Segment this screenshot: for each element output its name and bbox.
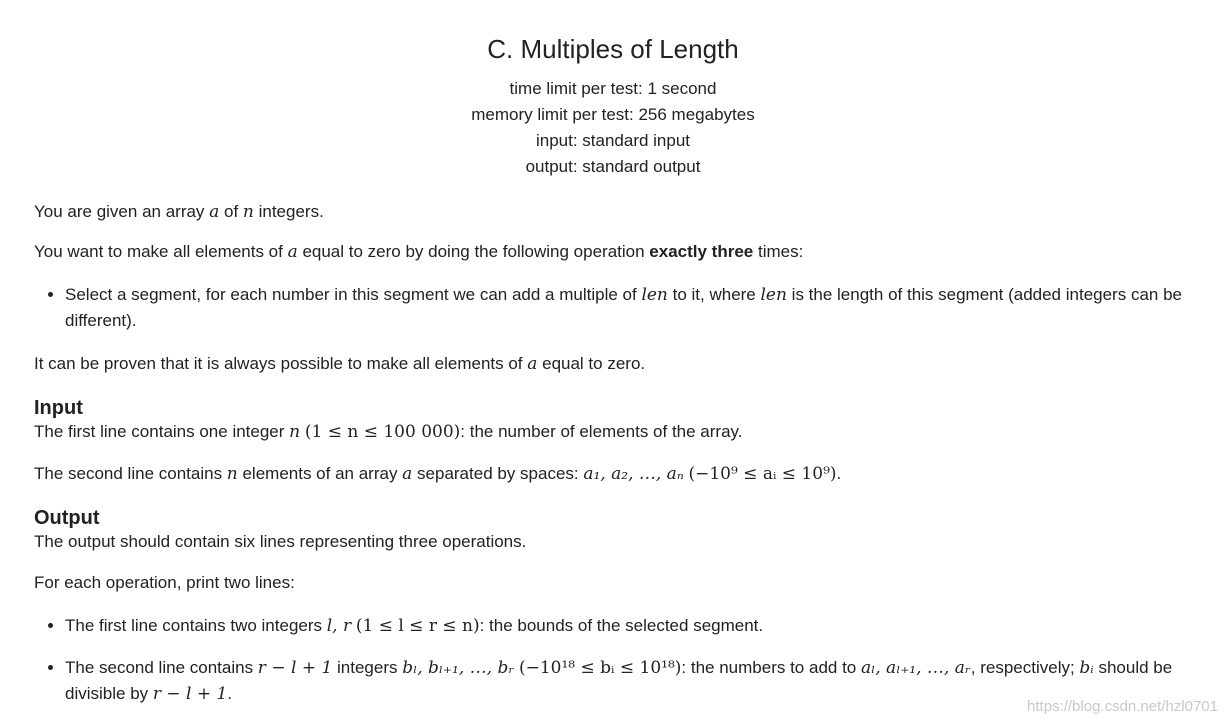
math-var: a — [287, 242, 298, 262]
output-heading: Output — [34, 507, 100, 529]
input-heading: Input — [34, 397, 83, 419]
math-constraint: (1 ≤ l ≤ r ≤ n) — [355, 616, 480, 636]
time-limit: time limit per test: 1 second — [509, 79, 717, 98]
math-vars: l, r — [326, 616, 352, 636]
text: . — [227, 684, 233, 703]
math-var: a — [209, 202, 220, 222]
output-section — [34, 506, 1199, 707]
problem-header — [0, 34, 1226, 180]
problem-page — [34, 0, 1199, 707]
text: , respectively; — [970, 658, 1080, 677]
text: integers — [332, 658, 403, 677]
text: elements of an array — [237, 464, 403, 483]
problem-statement — [34, 200, 1199, 376]
math-constraint: (1 ≤ n ≤ 100 000) — [304, 422, 461, 442]
math-sequence: aₗ, aₗ₊₁, …, aᵣ — [860, 658, 971, 678]
math-constraint: (−10⁹ ≤ aᵢ ≤ 10⁹) — [688, 464, 837, 484]
text: : the number of elements of the array. — [460, 422, 743, 441]
text: equal to zero by doing the following operation — [297, 242, 650, 261]
math-var: a — [527, 354, 538, 374]
math-sequence: a₁, a₂, …, aₙ — [583, 464, 684, 484]
output-line-1: The output should contain six lines representing three operations. — [34, 532, 527, 551]
operation-list — [34, 282, 1199, 334]
output-line-2: For each operation, print two lines: — [34, 573, 295, 592]
text: equal to zero. — [537, 354, 646, 373]
memory-limit: memory limit per test: 256 megabytes — [471, 105, 755, 124]
text: should be divisible by — [65, 658, 1173, 703]
text: is the length of this segment (added integers can be different). — [65, 285, 1182, 330]
math-var: n — [289, 422, 301, 442]
text: : the bounds of the selected segment. — [479, 616, 764, 635]
text: It can be proven that it is always possible to make all elements of — [34, 354, 528, 373]
text: of — [219, 202, 243, 221]
math-var: len — [641, 285, 668, 305]
text: The first line contains two integers — [65, 616, 327, 635]
text: The first line contains one integer — [34, 422, 290, 441]
text: to it, where — [667, 285, 761, 304]
output-format-list — [34, 613, 1199, 707]
math-sequence: bₗ, bₗ₊₁, …, bᵣ — [402, 658, 515, 678]
math-var: a — [402, 464, 413, 484]
text: Select a segment, for each number in this segment we can add a multiple of — [65, 285, 642, 304]
text: separated by spaces: — [412, 464, 584, 483]
watermark: https://blog.csdn.net/hzl0701 — [1027, 698, 1218, 715]
math-var: bᵢ — [1079, 658, 1094, 678]
math-expr: r − l + 1 — [152, 684, 228, 704]
math-expr: r − l + 1 — [257, 658, 333, 678]
input-line-2 — [34, 462, 1199, 486]
text: times: — [753, 242, 804, 261]
text: You are given an array — [34, 202, 210, 221]
input-file: input: standard input — [535, 131, 691, 150]
text: You want to make all elements of — [34, 242, 288, 261]
output-file: output: standard output — [525, 157, 701, 176]
text: integers. — [253, 202, 324, 221]
math-var: n — [242, 202, 254, 222]
math-constraint: (−10¹⁸ ≤ bᵢ ≤ 10¹⁸) — [518, 658, 682, 678]
list-item — [65, 613, 1199, 639]
text: The second line contains — [65, 658, 258, 677]
statement-paragraph-3 — [34, 352, 1199, 376]
input-section — [34, 396, 1199, 486]
emphasis-text: exactly three — [649, 242, 754, 261]
math-var: len — [760, 285, 787, 305]
problem-title: C. Multiples of Length — [487, 34, 739, 64]
statement-paragraph-2 — [34, 240, 1199, 264]
math-var: n — [226, 464, 238, 484]
input-line-1 — [34, 420, 1199, 444]
list-item — [65, 282, 1199, 334]
statement-paragraph-1 — [34, 200, 1199, 224]
text: . — [836, 464, 842, 483]
text: : the numbers to add to — [681, 658, 861, 677]
text: The second line contains — [34, 464, 227, 483]
